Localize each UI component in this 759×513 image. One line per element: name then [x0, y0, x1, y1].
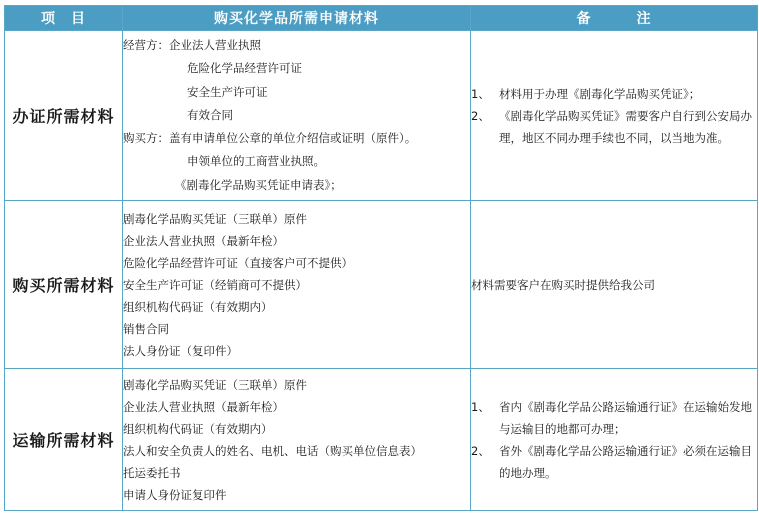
- list-item: 销售合同: [123, 321, 169, 336]
- note-number: 1、: [471, 86, 490, 101]
- note-number: 2、: [471, 443, 490, 458]
- list-item: 企业法人营业执照: [169, 37, 261, 52]
- seller-line: [123, 34, 470, 57]
- note-number: 1、: [471, 399, 490, 414]
- list-item: 托运委托书: [123, 465, 181, 480]
- table-row: [5, 31, 758, 201]
- list-item: 组织机构代码证（有效期内）: [123, 421, 273, 436]
- table-row: [5, 201, 758, 369]
- note-item: [471, 396, 757, 440]
- note-item: [471, 105, 757, 149]
- note-item: [471, 440, 757, 484]
- table-row: [5, 369, 758, 511]
- materials-cell: [123, 201, 471, 369]
- materials-cell: [123, 369, 471, 511]
- list-item: 申请人身份证复印件: [123, 487, 227, 502]
- note-text: 材料用于办理《剧毒化学品购买凭证》；: [499, 86, 701, 101]
- list-item: 《剧毒化学品购买凭证申请表》；: [175, 177, 342, 192]
- list-item: 安全生产许可证（经销商可不提供）: [123, 277, 307, 292]
- list-item: 申领单位的工商营业执照。: [187, 154, 325, 169]
- list-item: 剧毒化学品购买凭证（三联单）原件: [123, 211, 307, 226]
- category-cell: 购买所需材料: [5, 201, 123, 369]
- list-item: 组织机构代码证（有效期内）: [123, 299, 273, 314]
- category-cell: 运输所需材料: [5, 369, 123, 511]
- note-text: 省内《剧毒化学品公路运输通行证》在运输始发地与运输目的地都可办理；: [499, 399, 752, 436]
- list-item: 企业法人营业执照（最新年检）: [123, 399, 284, 414]
- note-text: 《剧毒化学品购买凭证》需要客户自行到公安局办理，地区不同办理手续也不同，以当地为准。: [499, 108, 752, 145]
- list-item: 危险化学品经营许可证（直接客户可不提供）: [123, 255, 353, 270]
- header-materials: 购买化学品所需申请材料: [123, 6, 471, 31]
- category-cell: 办证所需材料: [5, 31, 123, 201]
- list-item: 剧毒化学品购买凭证（三联单）原件: [123, 377, 307, 392]
- buyer-line: [123, 127, 470, 150]
- notes-cell: [471, 31, 758, 201]
- header-row: [5, 6, 758, 31]
- header-notes: 备 注: [471, 6, 758, 31]
- list-item: 法人身份证（复印件）: [123, 343, 238, 358]
- materials-cell: [123, 31, 471, 201]
- notes-cell: [471, 369, 758, 511]
- list-item: 有效合同: [187, 107, 233, 122]
- list-item: 盖有申请单位公章的单位介绍信或证明（原件）。: [169, 131, 417, 146]
- list-item: 法人和安全负责人的姓名、电机、电话（购买单位信息表）: [123, 443, 422, 458]
- seller-label: 经营方：: [123, 37, 169, 52]
- note-number: 2、: [471, 108, 490, 123]
- list-item: 危险化学品经营许可证: [187, 61, 302, 76]
- note-item: [471, 83, 757, 105]
- materials-table: [4, 5, 758, 511]
- list-item: 企业法人营业执照（最新年检）: [123, 233, 284, 248]
- note-text: 省外《剧毒化学品公路运输通行证》必须在运输目的地办理。: [499, 443, 752, 480]
- list-item: 安全生产许可证: [187, 84, 268, 99]
- buyer-label: 购买方：: [123, 131, 169, 146]
- notes-cell: 材料需要客户在购买时提供给我公司: [471, 201, 758, 369]
- header-item: 项 目: [5, 6, 123, 31]
